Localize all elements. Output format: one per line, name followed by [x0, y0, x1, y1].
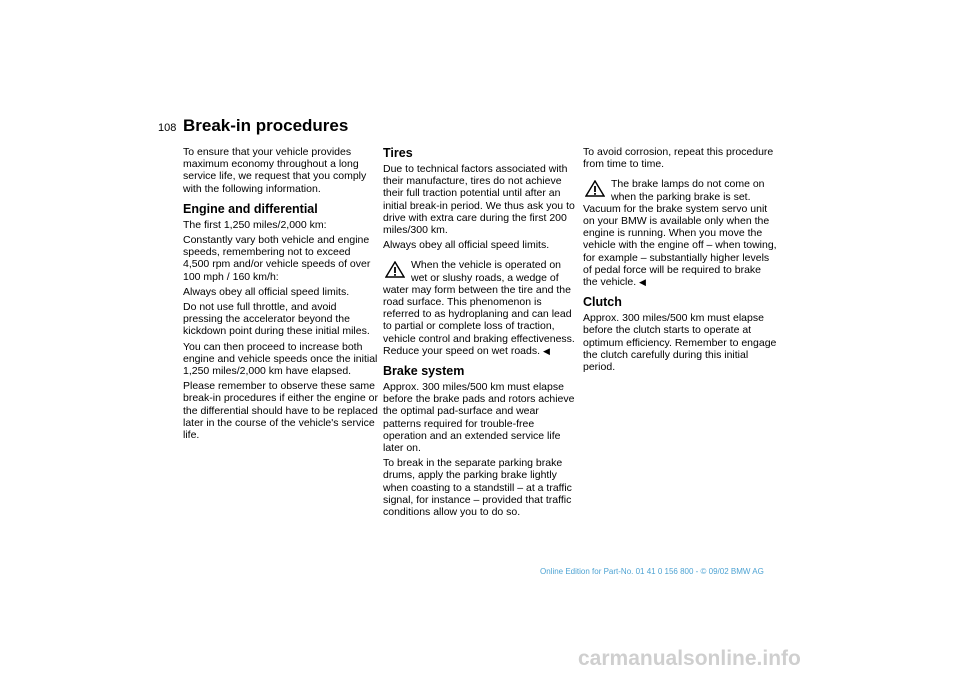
brake-warning — [583, 178, 778, 288]
tires-paragraph: Due to technical factors associated with their manufacture, tires do not achieve their full traction potential until after an initial break-in period. We thus ask you to drive with extra care during the first 200 miles/300 km. — [383, 163, 575, 237]
engine-paragraph: Please remember to observe these same break-in procedures if either the engine or the differential should have to be replaced later in the course of the vehicle's service life. — [183, 380, 378, 442]
brake-heading: Brake system — [383, 364, 465, 379]
brake-paragraph: To break in the separate parking brake drums, apply the parking brake lightly when coasting to a standstill – at a traffic signal, for instance – provided that traffic conditions allow you to do so. — [383, 457, 572, 519]
tires-warning-text: When the vehicle is operated on wet or slushy roads, a wedge of water may form between the tire and the road surface. This phenomenon is referred to as hydroplaning and can lead to partial or complete loss of traction, vehicle control and braking effectiveness. Reduce your speed on wet roads. — [383, 259, 575, 357]
engine-heading: Engine and differential — [183, 201, 318, 216]
page-title: Break-in procedures — [183, 116, 349, 135]
end-mark: ◀ — [542, 345, 550, 356]
engine-paragraph: The first 1,250 miles/2,000 km: — [183, 218, 327, 231]
corrosion-paragraph: To avoid corrosion, repeat this procedure from time to time. — [583, 146, 774, 171]
clutch-paragraph: Approx. 300 miles/500 km must elapse before the clutch starts to operate at optimum efficiency. Remember to engage the clutch carefully during this initial period. — [583, 312, 777, 374]
column-3 — [583, 146, 778, 376]
intro-paragraph: To ensure that your vehicle provides maximum economy throughout a long service life, we request that you comply with the following information. — [183, 146, 367, 195]
tires-heading: Tires — [383, 146, 413, 160]
column-1 — [183, 146, 378, 444]
engine-paragraph: Do not use full throttle, and avoid pressing the accelerator beyond the kickdown point during these initial miles. — [183, 301, 370, 338]
watermark: carmanualsonline.info — [578, 647, 801, 670]
clutch-heading: Clutch — [583, 295, 622, 310]
end-mark: ◀ — [639, 277, 646, 288]
brake-warning-text: The brake lamps do not come on when the parking brake is set. Vacuum for the brake system servo unit on your BMW is available only when the engine is running. When you move the vehicle with the engine off – when towing, for example – substantially higher levels of pedal force will be required to brake the vehicle. — [583, 178, 777, 289]
engine-paragraph: Constantly vary both vehicle and engine speeds, remembering not to exceed 4,500 rpm and/or vehicle speeds of over 100 mph / 160 km/h: — [183, 234, 371, 283]
tires-paragraph: Always obey all official speed limits. — [383, 239, 550, 252]
column-2 — [383, 146, 578, 521]
page-number: 108 — [158, 122, 177, 134]
brake-paragraph: Approx. 300 miles/500 km must elapse before the brake pads and rotors achieve the optimal pad-surface and wear patterns required for trouble-free operation and an extended service life later on. — [383, 381, 575, 455]
engine-paragraph: You can then proceed to increase both engine and vehicle speeds once the initial 1,250 miles/2,000 km have elapsed. — [183, 340, 378, 378]
footer-edition: Online Edition for Part-No. 01 41 0 156 800 - © 09/02 BMW AG — [540, 567, 764, 576]
warning-triangle-icon — [385, 261, 405, 278]
warning-triangle-icon — [585, 180, 605, 197]
engine-paragraph: Always obey all official speed limits. — [183, 285, 350, 298]
tires-warning — [383, 259, 578, 357]
